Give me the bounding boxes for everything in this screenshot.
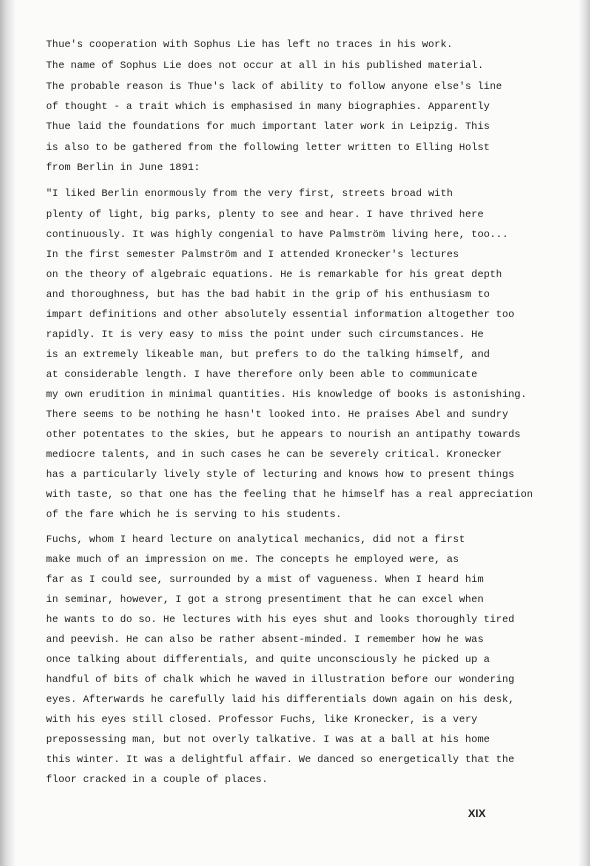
- text-line: with taste, so that one has the feeling that he himself has a real appreciation: [46, 490, 533, 501]
- text-line: floor cracked in a couple of places.: [46, 775, 268, 786]
- text-line: make much of an impression on me. The concepts he employed were, as: [46, 555, 459, 566]
- text-line: In the first semester Palmström and I attended Kronecker's lectures: [46, 250, 459, 261]
- text-line: Thue laid the foundations for much important later work in Leipzig. This: [46, 122, 490, 133]
- scan-shadow-right: [578, 0, 590, 866]
- text-line: "I liked Berlin enormously from the very first, streets broad with: [46, 189, 453, 200]
- text-line: is also to be gathered from the following letter written to Elling Holst: [46, 143, 490, 154]
- text-line: handful of bits of chalk which he waved in illustration before our wondering: [46, 675, 515, 686]
- text-line: impart definitions and other absolutely essential information altogether too: [46, 310, 515, 321]
- text-line: continuously. It was highly congenial to have Palmström living here, too...: [46, 230, 509, 241]
- text-line: mediocre talents, and in such cases he can be severely critical. Kronecker: [46, 450, 503, 461]
- text-line: Fuchs, whom I heard lecture on analytical mechanics, did not a first: [46, 535, 466, 546]
- text-line: with his eyes still closed. Professor Fuchs, like Kronecker, is a very: [46, 715, 478, 726]
- text-line: The name of Sophus Lie does not occur at all in his published material.: [46, 61, 484, 72]
- text-line: and thoroughness, but has the bad habit in the grip of his enthusiasm to: [46, 290, 490, 301]
- text-line: of the fare which he is serving to his students.: [46, 510, 342, 521]
- text-line: my own erudition in minimal quantities. His knowledge of books is astonishing.: [46, 390, 527, 401]
- text-line: has a particularly lively style of lecturing and knows how to present things: [46, 470, 515, 481]
- text-line: There seems to be nothing he hasn't looked into. He praises Abel and sundry: [46, 410, 509, 421]
- text-line: far as I could see, surrounded by a mist of vagueness. When I heard him: [46, 575, 484, 586]
- text-line: in seminar, however, I got a strong presentiment that he can excel when: [46, 595, 484, 606]
- text-line: other potentates to the skies, but he appears to nourish an antipathy towards: [46, 430, 521, 441]
- text-line: rapidly. It is very easy to miss the point under such circumstances. He: [46, 330, 484, 341]
- text-line: eyes. Afterwards he carefully laid his differentials down again on his desk,: [46, 695, 515, 706]
- page-number: XIX: [468, 808, 486, 820]
- text-line: from Berlin in June 1891:: [46, 163, 201, 174]
- text-line: on the theory of algebraic equations. He is remarkable for his great depth: [46, 270, 503, 281]
- text-line: this winter. It was a delightful affair. We danced so energetically that the: [46, 755, 515, 766]
- scan-shadow-left: [0, 0, 16, 866]
- text-line: prepossessing man, but not overly talkative. I was at a ball at his home: [46, 735, 490, 746]
- text-line: Thue's cooperation with Sophus Lie has left no traces in his work.: [46, 40, 453, 51]
- text-line: he wants to do so. He lectures with his eyes shut and looks thoroughly tired: [46, 615, 515, 626]
- text-line: at considerable length. I have therefore only been able to communicate: [46, 370, 478, 381]
- text-line: plenty of light, big parks, plenty to see and hear. I have thrived here: [46, 210, 484, 221]
- text-line: of thought - a trait which is emphasised in many biographies. Apparently: [46, 102, 490, 113]
- text-line: is an extremely likeable man, but prefers to do the talking himself, and: [46, 350, 490, 361]
- text-line: and peevish. He can also be rather absent-minded. I remember how he was: [46, 635, 484, 646]
- text-line: once talking about differentials, and quite unconsciously he picked up a: [46, 655, 490, 666]
- text-line: The probable reason is Thue's lack of ability to follow anyone else's line: [46, 82, 503, 93]
